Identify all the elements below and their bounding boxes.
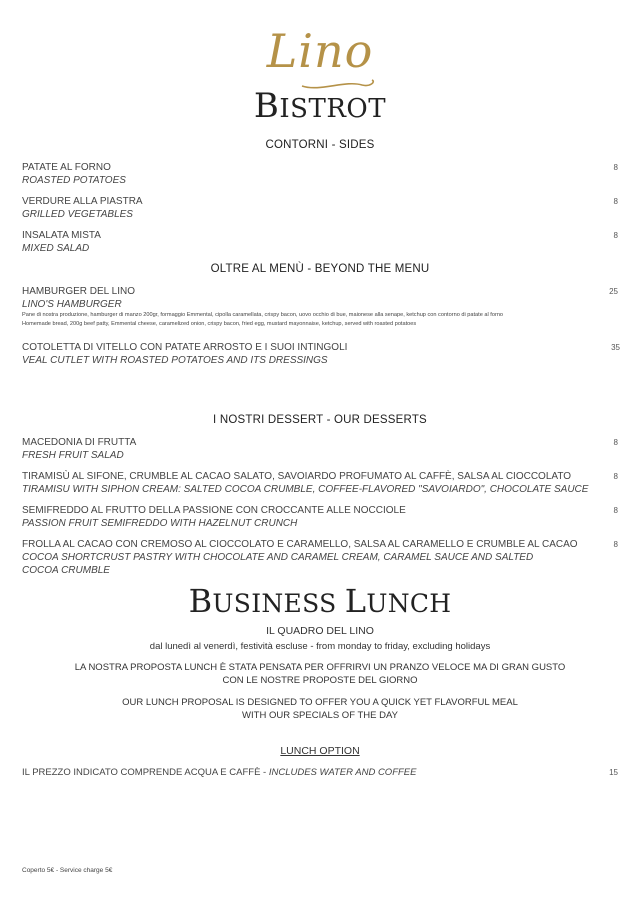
item-price: 8 bbox=[613, 438, 618, 447]
lunch-description-en: OUR LUNCH PROPOSAL IS DESIGNED TO OFFER YOU A QUICK YET FLAVORFUL MEAL WITH OUR SPECIALS OF THE DAY bbox=[122, 697, 518, 721]
lunch-option-title: LUNCH OPTION bbox=[280, 745, 360, 757]
menu-item bbox=[22, 470, 618, 496]
lunch-price-line bbox=[22, 767, 618, 778]
item-name: HAMBURGER DEL LINO bbox=[22, 286, 135, 297]
lunch-description-it: LA NOSTRA PROPOSTA LUNCH È STATA PENSATA PER OFFRIRVI UN PRANZO VELOCE MA DI GRAN GUSTO CON LE NOSTRE PROPOSTE DEL GIORNO bbox=[74, 662, 566, 686]
item-price: 25 bbox=[609, 287, 618, 296]
menu-item bbox=[22, 341, 618, 367]
business-lunch-title: BUSINESS LUNCH bbox=[188, 582, 452, 620]
item-translation: COCOA SHORTCRUST PASTRY WITH CHOCOLATE AND CARAMEL CREAM, CARAMEL SAUCE AND SALTED bbox=[22, 552, 534, 563]
item-price: 8 bbox=[613, 540, 618, 549]
item-name: TIRAMISÙ AL SIFONE, CRUMBLE AL CACAO SALATO, SAVOIARDO PROFUMATO AL CAFFÈ, SALSA AL CIOCCOLATO bbox=[22, 471, 572, 482]
item-name: MACEDONIA DI FRUTTA bbox=[22, 437, 137, 448]
menu-item bbox=[22, 538, 618, 577]
item-name: INSALATA MISTA bbox=[22, 230, 101, 241]
menu-item bbox=[22, 195, 618, 221]
price-note-en: INCLUDES WATER AND COFFEE bbox=[268, 767, 417, 778]
item-price: 8 bbox=[613, 506, 618, 515]
logo-script: Lino bbox=[266, 24, 374, 78]
price-note-it: IL PREZZO INDICATO COMPRENDE ACQUA E CAFFÈ - bbox=[22, 767, 269, 778]
item-price: 35 bbox=[611, 343, 620, 352]
lunch-price: 15 bbox=[609, 768, 618, 777]
item-translation: MIXED SALAD bbox=[22, 243, 90, 254]
item-price: 8 bbox=[613, 472, 618, 481]
menu-item bbox=[22, 436, 618, 462]
item-translation: ROASTED POTATOES bbox=[22, 175, 126, 186]
item-name: VERDURE ALLA PIASTRA bbox=[22, 196, 143, 207]
item-price: 8 bbox=[613, 163, 618, 172]
item-price: 8 bbox=[613, 197, 618, 206]
cover-charge-note: Coperto 5€ - Service charge 5€ bbox=[22, 867, 113, 874]
menu-item bbox=[22, 229, 618, 255]
menu-item bbox=[22, 161, 618, 187]
item-translation: FRESH FRUIT SALAD bbox=[22, 450, 124, 461]
item-translation: LINO'S HAMBURGER bbox=[22, 299, 122, 310]
item-name: PATATE AL FORNO bbox=[22, 162, 111, 173]
menu-item bbox=[22, 285, 618, 329]
item-name: SEMIFREDDO AL FRUTTO DELLA PASSIONE CON CROCCANTE ALLE NOCCIOLE bbox=[22, 505, 406, 516]
item-price: 8 bbox=[613, 231, 618, 240]
lunch-days: dal lunedì al venerdì, festività escluse - from monday to friday, excluding holidays bbox=[149, 641, 491, 652]
item-translation: PASSION FRUIT SEMIFREDDO WITH HAZELNUT CRUNCH bbox=[22, 518, 298, 529]
item-name: COTOLETTA DI VITELLO CON PATATE ARROSTO E I SUOI INTINGOLI bbox=[22, 342, 348, 353]
item-name: FROLLA AL CACAO CON CREMOSO AL CIOCCOLATO E CARAMELLO, SALSA AL CARAMELLO E CRUMBLE AL CACAO bbox=[22, 539, 578, 550]
item-description-it: Pane di nostra produzione, hamburger di manzo 200gr, formaggio Emmental, cipolla caramellata, crispy bacon, uovo occhio di bue, maionese alla senape, ketchup con contorno di patate al forno bbox=[22, 312, 504, 318]
menu-item bbox=[22, 504, 618, 530]
item-translation-cont: COCOA CRUMBLE bbox=[22, 565, 110, 576]
item-description-en: Homemade bread, 200g beef patty, Emmental cheese, caramelized onion, crispy bacon, fried egg, mustard mayonnaise, ketchup, served with roasted potatoes bbox=[22, 321, 417, 327]
item-translation: VEAL CUTLET WITH ROASTED POTATOES AND ITS DRESSINGS bbox=[22, 355, 328, 366]
sides-title: CONTORNI - SIDES bbox=[265, 139, 375, 151]
logo bbox=[0, 14, 640, 124]
logo-word: BISTROT bbox=[253, 86, 387, 126]
desserts-title: I NOSTRI DESSERT - OUR DESSERTS bbox=[213, 414, 427, 426]
beyond-title: OLTRE AL MENÙ - BEYOND THE MENU bbox=[210, 263, 430, 275]
item-translation: TIRAMISU WITH SIPHON CREAM: SALTED COCOA CRUMBLE, COFFEE-FLAVORED "SAVOIARDO", CHOCOLATE SAUCE bbox=[22, 484, 589, 495]
item-translation: GRILLED VEGETABLES bbox=[22, 209, 133, 220]
lunch-subtitle: IL QUADRO DEL LINO bbox=[266, 625, 374, 637]
